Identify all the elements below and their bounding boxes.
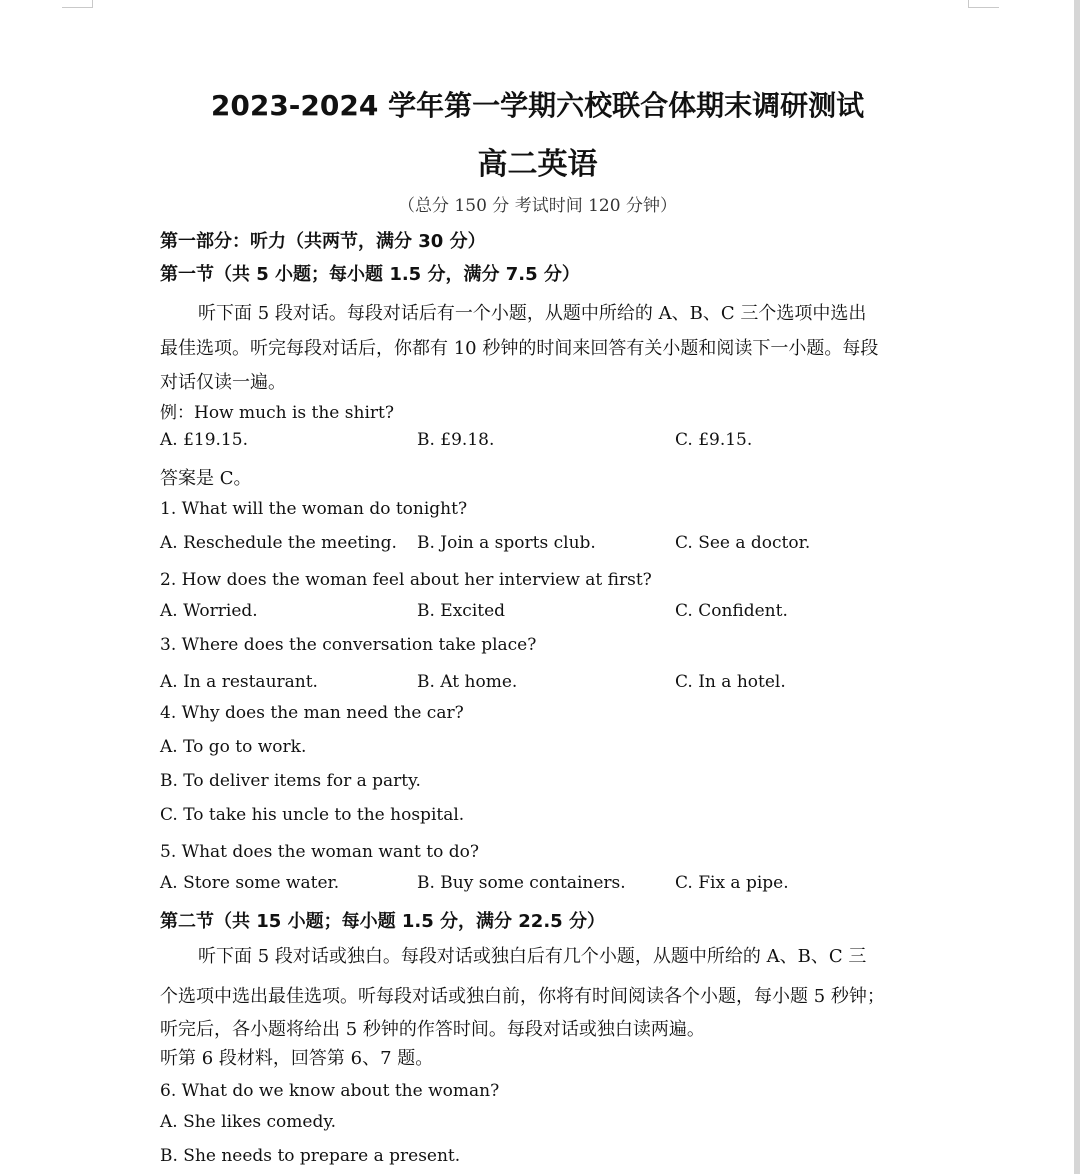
section1-instruction-line: 听下面 5 段对话。每段对话后有一个小题，从题中所给的 A、B、C 三个选项中选出 <box>198 303 867 324</box>
question-5-option-b: B. Buy some containers. <box>417 873 626 893</box>
question-5: 5. What does the woman want to do? <box>160 842 479 862</box>
section2-instruction-line: 个选项中选出最佳选项。听每段对话或独白前，你将有时间阅读各个小题，每小题 5 秒钟； <box>160 986 885 1007</box>
question-2: 2. How does the woman feel about her interview at first? <box>160 570 652 590</box>
question-6: 6. What do we know about the woman? <box>160 1081 500 1101</box>
exam-score-time-note: （总分 150 分 考试时间 120 分钟） <box>398 196 677 216</box>
question-1-option-c: C. See a doctor. <box>675 533 811 553</box>
question-1: 1. What will the woman do tonight? <box>160 499 468 519</box>
question-4-option-a: A. To go to work. <box>160 737 307 757</box>
question-1-option-a: A. Reschedule the meeting. <box>160 533 397 553</box>
example-answer: 答案是 C。 <box>160 468 252 489</box>
question-4-option-b: B. To deliver items for a party. <box>160 771 421 791</box>
example-question: 例：How much is the shirt? <box>160 403 394 423</box>
question-2-option-c: C. Confident. <box>675 601 788 621</box>
question-2-option-a: A. Worried. <box>160 601 258 621</box>
section2-heading: 第二节（共 15 小题；每小题 1.5 分，满分 22.5 分） <box>160 911 605 932</box>
section2-instruction-line: 听完后，各小题将给出 5 秒钟的作答时间。每段对话或独白读两遍。 <box>160 1019 705 1040</box>
part1-heading: 第一部分：听力（共两节，满分 30 分） <box>160 231 486 252</box>
section1-heading: 第一节（共 5 小题；每小题 1.5 分，满分 7.5 分） <box>160 264 580 285</box>
page-corner-mark-left <box>62 0 93 8</box>
question-3-option-b: B. At home. <box>417 672 518 692</box>
question-3: 3. Where does the conversation take place? <box>160 635 537 655</box>
section1-instruction-line: 对话仅读一遍。 <box>160 372 286 393</box>
question-6-option-a: A. She likes comedy. <box>160 1112 337 1132</box>
question-5-option-a: A. Store some water. <box>160 873 340 893</box>
exam-subject: 高二英语 <box>477 147 598 182</box>
question-5-option-c: C. Fix a pipe. <box>675 873 789 893</box>
page-corner-mark-right <box>968 0 999 8</box>
question-4: 4. Why does the man need the car? <box>160 703 464 723</box>
question-3-option-c: C. In a hotel. <box>675 672 786 692</box>
question-2-option-b: B. Excited <box>417 601 506 621</box>
section1-instruction-line: 最佳选项。听完每段对话后，你都有 10 秒钟的时间来回答有关小题和阅读下一小题。每段 <box>160 338 879 359</box>
question-1-option-b: B. Join a sports club. <box>417 533 596 553</box>
example-option-b: B. £9.18. <box>417 430 495 450</box>
question-4-option-c: C. To take his uncle to the hospital. <box>160 805 465 825</box>
question-6-option-b: B. She needs to prepare a present. <box>160 1146 461 1166</box>
section2-instruction-line: 听下面 5 段对话或独白。每段对话或独白后有几个小题，从题中所给的 A、B、C 三 <box>198 946 867 967</box>
section2-material-note: 听第 6 段材料，回答第 6、7 题。 <box>160 1048 434 1069</box>
example-option-c: C. £9.15. <box>675 430 753 450</box>
exam-title: 2023-2024 学年第一学期六校联合体期末调研测试 <box>210 89 865 122</box>
example-option-a: A. £19.15. <box>160 430 248 450</box>
question-3-option-a: A. In a restaurant. <box>160 672 318 692</box>
